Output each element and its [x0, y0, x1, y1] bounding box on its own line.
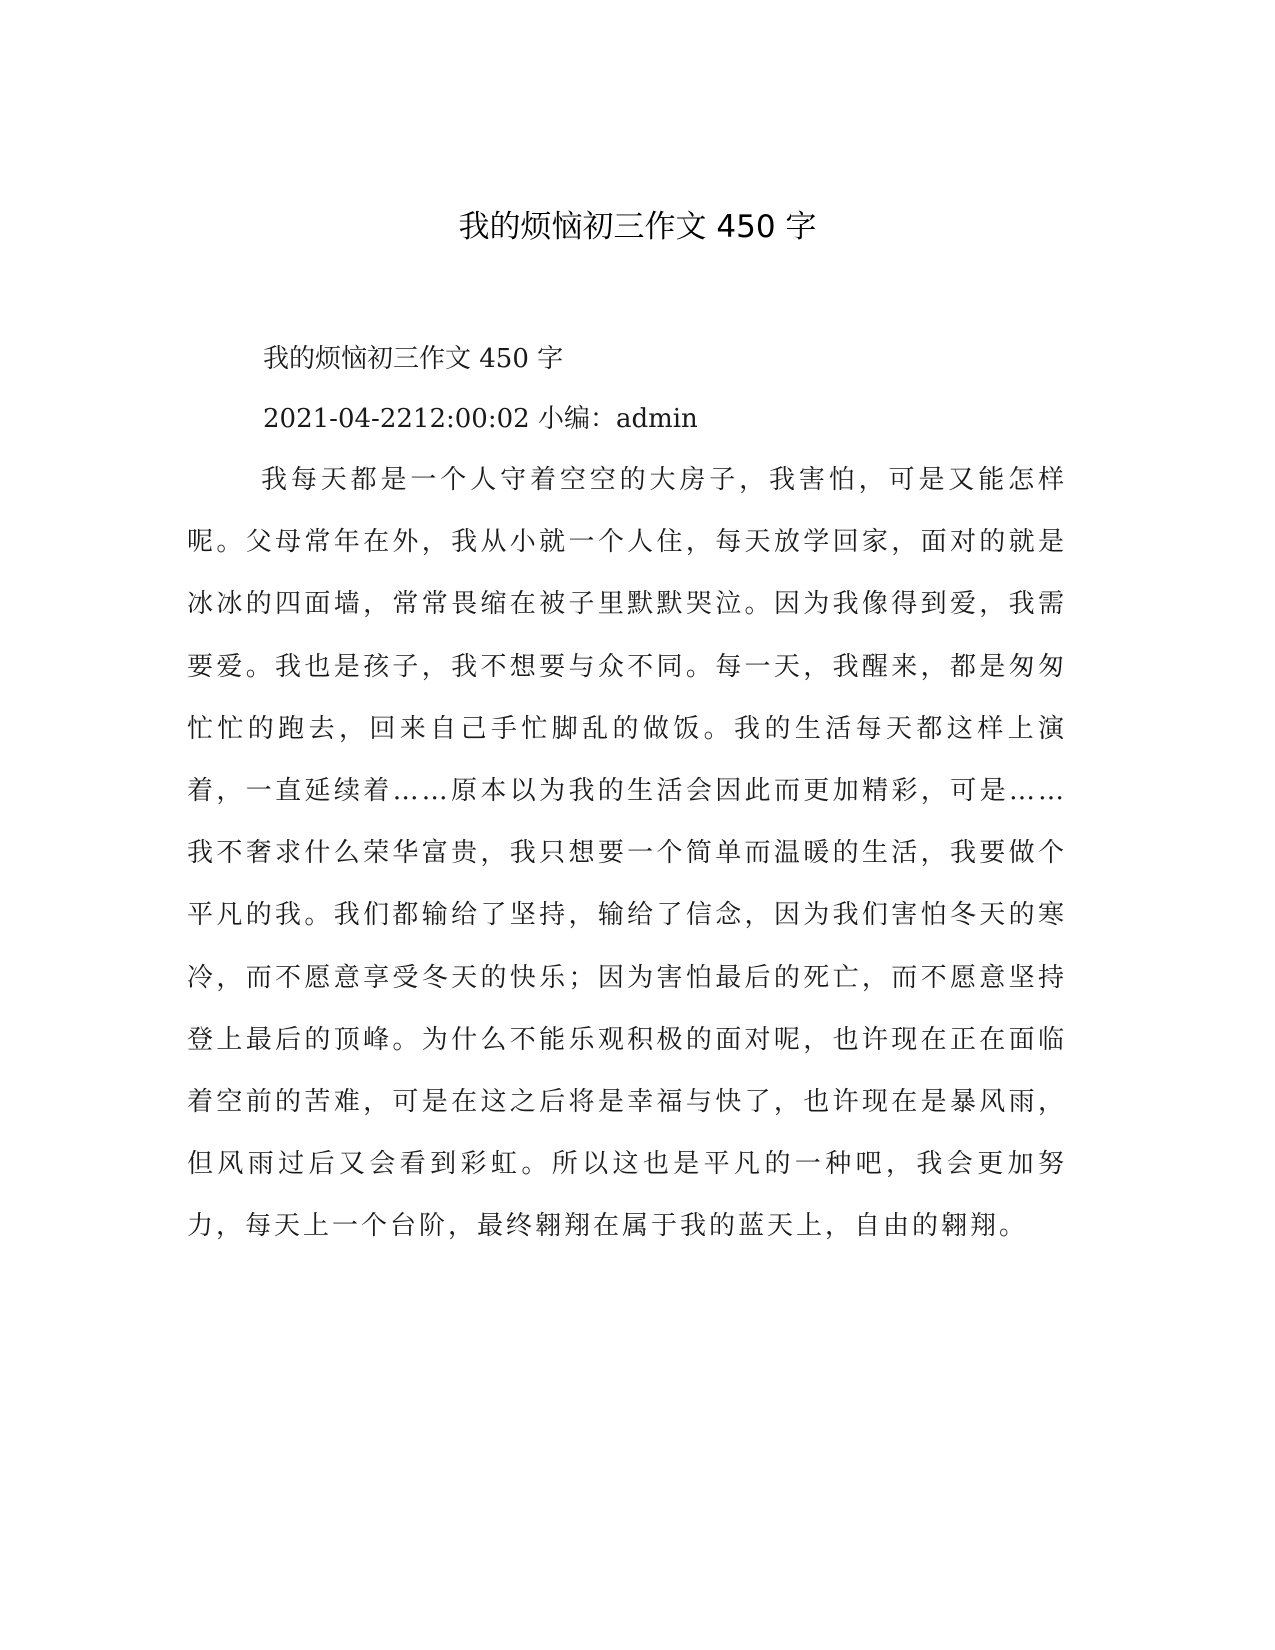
document-title: 我的烦恼初三作文 450 字: [458, 209, 817, 245]
article-meta: 2021-04-2212:00:02 小编：admin: [263, 404, 698, 434]
article-body: 我每天都是一个人守着空空的大房子，我害怕，可是又能怎样呢。父母常年在外，我从小就一个人住，每天放学回家，面对的就是冰冰的四面墙，常常畏缩在被子里默默哭泣。因为我像得到爱，我需要爱。我也是孩子，我不想要与众不同。每一天，我醒来，都是匆匆忙忙的跑去，回来自己手忙脚乱的做饭。我的生活每天都这样上演着，一直延续着……原本以为我的生活会因此而更加精彩，可是……我不奢求什么荣华富贵，我只想要一个简单而温暖的生活，我要做个平凡的我。我们都输给了坚持，输给了信念，因为我们害怕冬天的寒冷，而不愿意享受冬天的快乐；因为害怕最后的死亡，而不愿意坚持登上最后的顶峰。为什么不能乐观积极的面对呢，也许现在正在面临着空前的苦难，可是在这之后将是幸福与快了，也许现在是暴风雨，但风雨过后又会看到彩虹。所以这也是平凡的一种吧，我会更加努力，每天上一个台阶，最终翱翔在属于我的蓝天上，自由的翱翔。: [187, 465, 1067, 1242]
document-content: [187, 329, 1067, 1258]
article-subtitle: 我的烦恼初三作文 450 字: [263, 344, 564, 374]
